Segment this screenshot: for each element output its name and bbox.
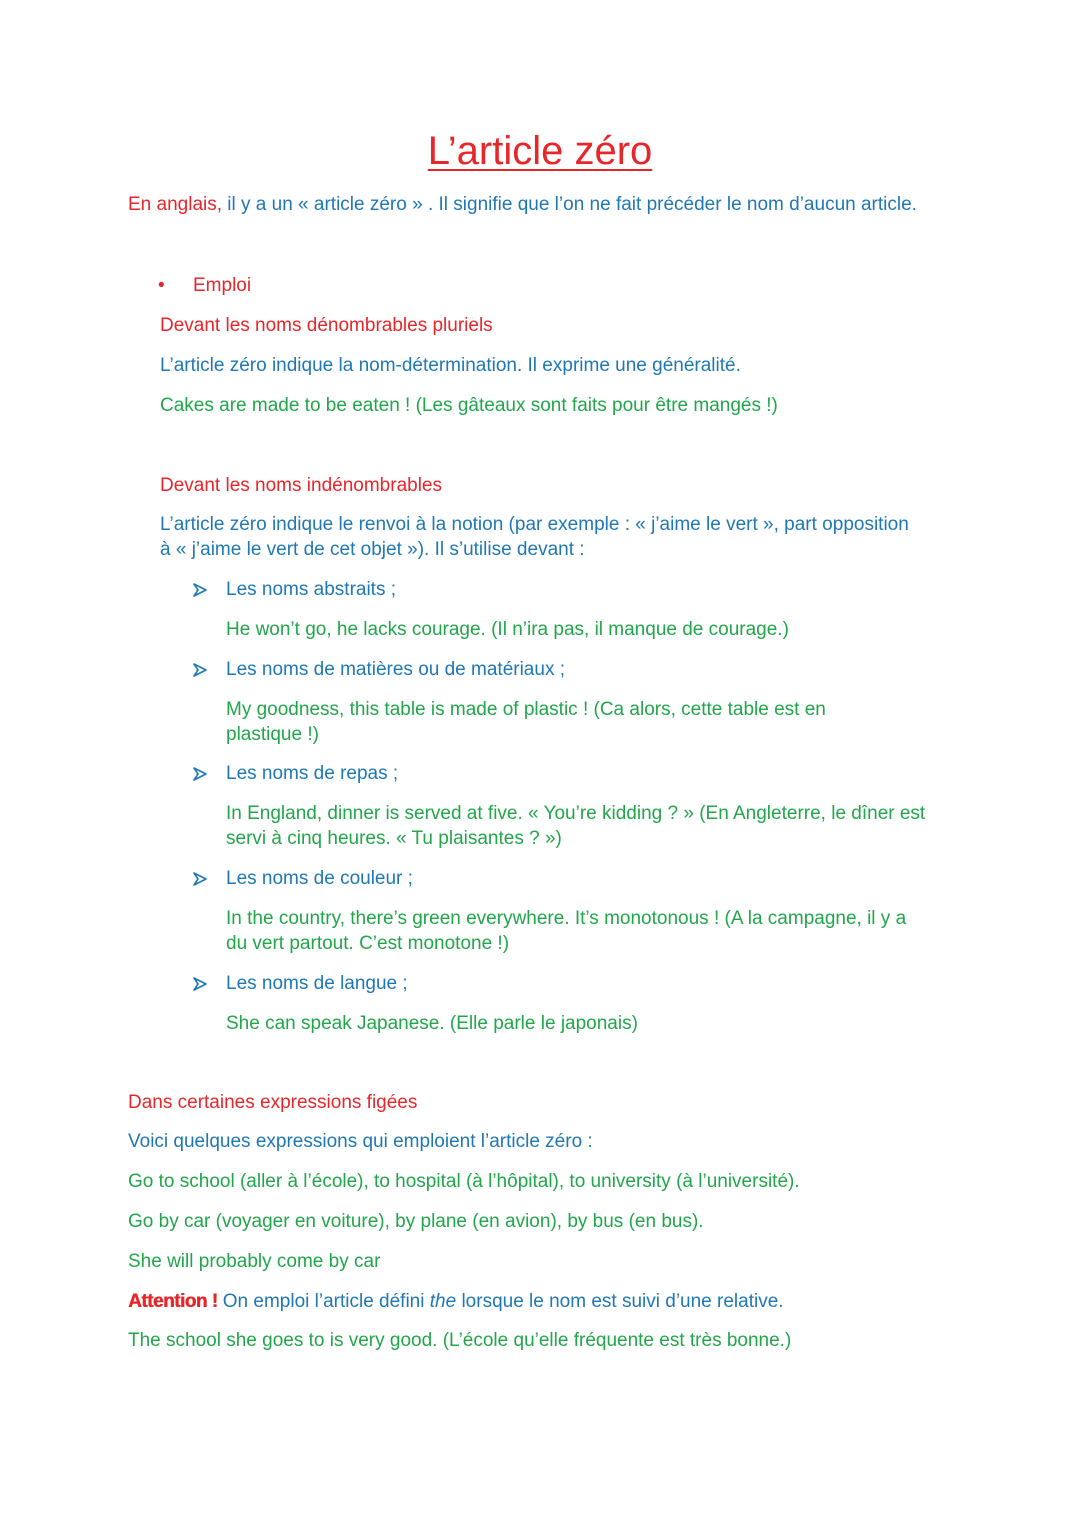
emploi-label: Emploi (193, 275, 252, 296)
section3-heading: Dans certaines expressions figées (128, 1092, 418, 1113)
final-example: The school she goes to is very good. (L’école qu’elle fréquente est très bonne.) (128, 1330, 792, 1351)
list-item-label: Les noms abstraits ; (226, 579, 397, 600)
arrow-bullet-icon (193, 872, 207, 886)
arrow-bullet-icon (193, 977, 207, 991)
list-item-example: du vert partout. C’est monotone !) (226, 933, 510, 954)
list-item-example: servi à cinq heures. « Tu plaisantes ? ») (226, 828, 562, 849)
attention-label: Attention ! (128, 1291, 218, 1312)
attention-note (128, 1289, 784, 1314)
list-item-label: Les noms de repas ; (226, 763, 399, 784)
list-item-label: Les noms de langue ; (226, 973, 408, 994)
list-item-example: In England, dinner is served at five. « You’re kidding ? » (En Angleterre, le dîner est (226, 803, 926, 824)
arrow-bullet-icon (193, 583, 207, 597)
attention-text-after: lorsque le nom est suivi d’une relative. (456, 1291, 784, 1312)
attention-italic-word: the (429, 1291, 457, 1312)
section1-example: Cakes are made to be eaten ! (Les gâteaux sont faits pour être mangés !) (160, 395, 778, 416)
list-item-example: My goodness, this table is made of plastic ! (Ca alors, cette table est en (226, 699, 826, 720)
list-item-example: plastique !) (226, 724, 319, 745)
arrow-bullet-icon (193, 663, 207, 677)
page-title: L’article zéro (427, 129, 653, 173)
section2-text-line2: à « j’aime le vert de cet objet »). Il s’utilise devant : (160, 539, 585, 560)
arrow-bullet-icon (193, 767, 207, 781)
list-item-label: Les noms de matières ou de matériaux ; (226, 659, 566, 680)
list-item-example: In the country, there’s green everywhere. It’s monotonous ! (A la campagne, il y a (226, 908, 907, 929)
section1-heading: Devant les noms dénombrables pluriels (160, 315, 493, 336)
intro-paragraph (128, 192, 917, 217)
list-item-example: She can speak Japanese. (Elle parle le japonais) (226, 1013, 638, 1034)
intro-blue-text: il y a un « article zéro » . Il signifie que l’on ne fait précéder le nom d’aucun article. (222, 194, 917, 215)
section1-text: L’article zéro indique la nom-détermination. Il exprime une généralité. (160, 355, 741, 376)
section2-text-line1: L’article zéro indique le renvoi à la notion (par exemple : « j’aime le vert », part opposition (160, 514, 909, 535)
section2-heading: Devant les noms indénombrables (160, 475, 442, 496)
bullet-icon: • (158, 275, 165, 296)
list-item-example: He won’t go, he lacks courage. (Il n’ira pas, il manque de courage.) (226, 619, 789, 640)
intro-red-text: En anglais, (128, 194, 223, 215)
list-item-label: Les noms de couleur ; (226, 868, 413, 889)
section3-example: Go to school (aller à l’école), to hospital (à l’hôpital), to university (à l’université). (128, 1171, 800, 1192)
section3-example: Go by car (voyager en voiture), by plane (en avion), by bus (en bus). (128, 1211, 704, 1232)
section3-example: She will probably come by car (128, 1251, 381, 1272)
attention-text-before: On emploi l’article défini (217, 1291, 430, 1312)
section3-text: Voici quelques expressions qui emploient l’article zéro : (128, 1131, 593, 1152)
